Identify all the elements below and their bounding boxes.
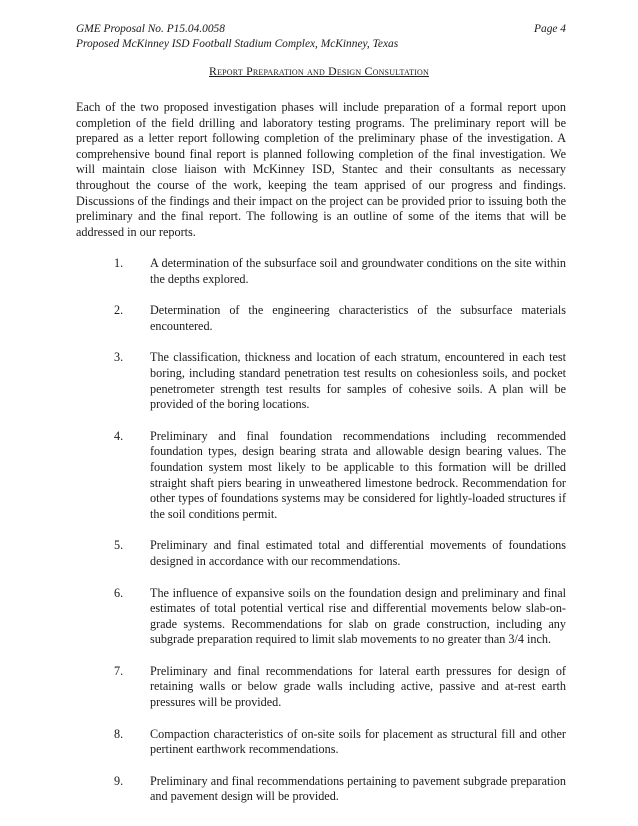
list-item: [76, 429, 566, 523]
item-text: The classification, thickness and location of each stratum, encountered in each test boring, including standard penetration test results on cohesionless soils, and pocket penetrometer strength test results for samples of cohesive soils. A plan will be provided of the boring locations.: [150, 350, 566, 412]
item-number: 7.: [114, 663, 124, 678]
section-title: Report Preparation and Design Consultation: [209, 64, 429, 78]
item-number: 3.: [114, 350, 124, 365]
item-text: Compaction characteristics of on-site soils for placement as structural fill and other pertinent earthwork recommendations.: [150, 726, 566, 757]
project-name: Proposed McKinney ISD Football Stadium Complex, McKinney, Texas: [76, 38, 399, 50]
item-number: 4.: [114, 428, 124, 443]
list-item: [76, 727, 566, 758]
item-text: Determination of the engineering characteristics of the subsurface materials encountered.: [150, 303, 566, 333]
item-number: 5.: [114, 538, 124, 553]
page-number: Page 4: [534, 23, 566, 35]
list-item: [76, 664, 566, 711]
item-number: 6.: [114, 585, 124, 600]
list-item: [76, 303, 566, 334]
item-text: The influence of expansive soils on the foundation design and preliminary and final estimates of total potential vertical rise and differential movements below slab-on-grade systems. Recommendations for slab on grade construction, including any subgrade preparation required to limit slab movements to no greater than 3/4 inch.: [150, 585, 566, 647]
item-text: Preliminary and final recommendations for lateral earth pressures for design of retaining walls or below grade walls including active, passive and at-rest earth pressures will be provided.: [150, 663, 566, 710]
list-item: [76, 256, 566, 287]
item-text: Preliminary and final foundation recommendations including recommended foundation types, design bearing strata and allowable design bearing values. The foundation system most likely to be applicable to this formation will be drilled straight shaft piers bearing in unweathered limestone bedrock. Recommendation for other types of foundations systems may be considered for lightly-loaded structures if the soil conditions permit.: [150, 428, 566, 521]
list-item: [76, 586, 566, 648]
item-number: 9.: [114, 773, 124, 788]
item-number: 1.: [114, 256, 124, 270]
intro-paragraph: Each of the two proposed investigation phases will include preparation of a formal report upon completion of the field drilling and laboratory testing programs. The preliminary report will be prepared as a letter report following completion of the preliminary phase of the investigation. A comprehensive bound final report is planned following completion of the final investigation. We will maintain close liaison with McKinney ISD, Stantec and their consultants as necessary throughout the course of the work, keeping the team apprised of our progress and findings. Discussions of the findings and their impact on the project can be provided prior to issuing both the preliminary and the final report. The following is an outline of some of the items that will be addressed in our reports.: [76, 100, 566, 239]
report-items-list: [76, 256, 566, 821]
item-number: 8.: [114, 726, 124, 741]
page-header: [76, 22, 566, 52]
list-item: [76, 538, 566, 569]
list-item: [76, 774, 566, 805]
list-item: [76, 350, 566, 412]
item-text: Preliminary and final estimated total and differential movements of foundations designed in accordance with our recommendations.: [150, 538, 566, 568]
item-text: Preliminary and final recommendations pertaining to pavement subgrade preparation and pavement design will be provided.: [150, 773, 566, 804]
proposal-number: GME Proposal No. P15.04.0058: [76, 23, 225, 35]
item-number: 2.: [114, 303, 124, 318]
item-text: A determination of the subsurface soil and groundwater conditions on the site within the depths explored.: [150, 256, 566, 286]
